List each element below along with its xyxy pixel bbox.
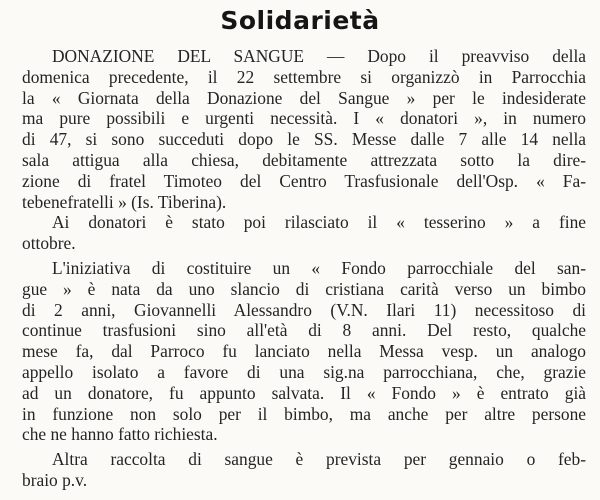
text-line: DONAZIONE DEL SANGUE — Dopo il preavviso della [52,46,586,66]
text-line: domenica precedente, il 22 settembre si organizzò in Parrocchia [22,66,586,87]
text-line: Altra raccolta di sangue è prevista per gennaio o feb- [52,449,586,470]
text-line: sala attigua alla chiesa, debitamente attrezzata sotto la dire- [22,149,586,170]
text-line: gue » è nata da uno slancio di cristiana carità verso un bimbo [22,278,586,299]
page-title: Solidarietà [220,6,380,35]
text-line: appello isolato a favore di una sig.na parrocchiana, che, grazie [22,361,586,382]
paragraph-next-collection [22,449,586,491]
text-line: ad un donatore, fu appunto salvata. Il « Fondo » è entrato già [22,382,586,403]
text-line: di 2 anni, Giovannelli Alessandro (V.N. Ilari 11) necessitoso di [22,299,586,320]
text-line: ma pure possibili e urgenti necessità. I « donatori », in numero [22,108,586,129]
text-line: la « Giornata della Donazione del Sangue » per le indesiderate [22,87,586,108]
text-line: zione di fratel Timoteo del Centro Trasfusionale dell'Osp. « Fa- [22,170,586,191]
text-line: braio p.v. [22,469,88,490]
paragraph-blood-donation [22,46,586,212]
paragraph-donor-card [22,212,586,254]
text-line: mese fa, dal Parroco fu lanciato nella Messa vesp. un analogo [22,341,586,362]
text-line: continue trasfusioni sino all'età di 8 anni. Del resto, qualche [22,320,586,341]
text-line: di 47, si sono succeduti dopo le SS. Messe dalle 7 alle 14 nella [22,129,586,150]
text-line: tebenefratelli » (Is. Tiberina). [22,191,227,212]
text-line: L'iniziativa di costituire un « Fondo parrocchiale del san- [52,257,586,278]
text-line: ottobre. [22,233,76,254]
text-line: Ai donatori è stato poi rilasciato il « tesserino » a fine [52,212,586,233]
text-line: che ne hanno fatto richiesta. [22,424,218,445]
article-body [22,46,586,491]
text-line: in funzione non solo per il bimbo, ma anche per altre persone [22,403,586,424]
paragraph-blood-fund [22,258,586,445]
